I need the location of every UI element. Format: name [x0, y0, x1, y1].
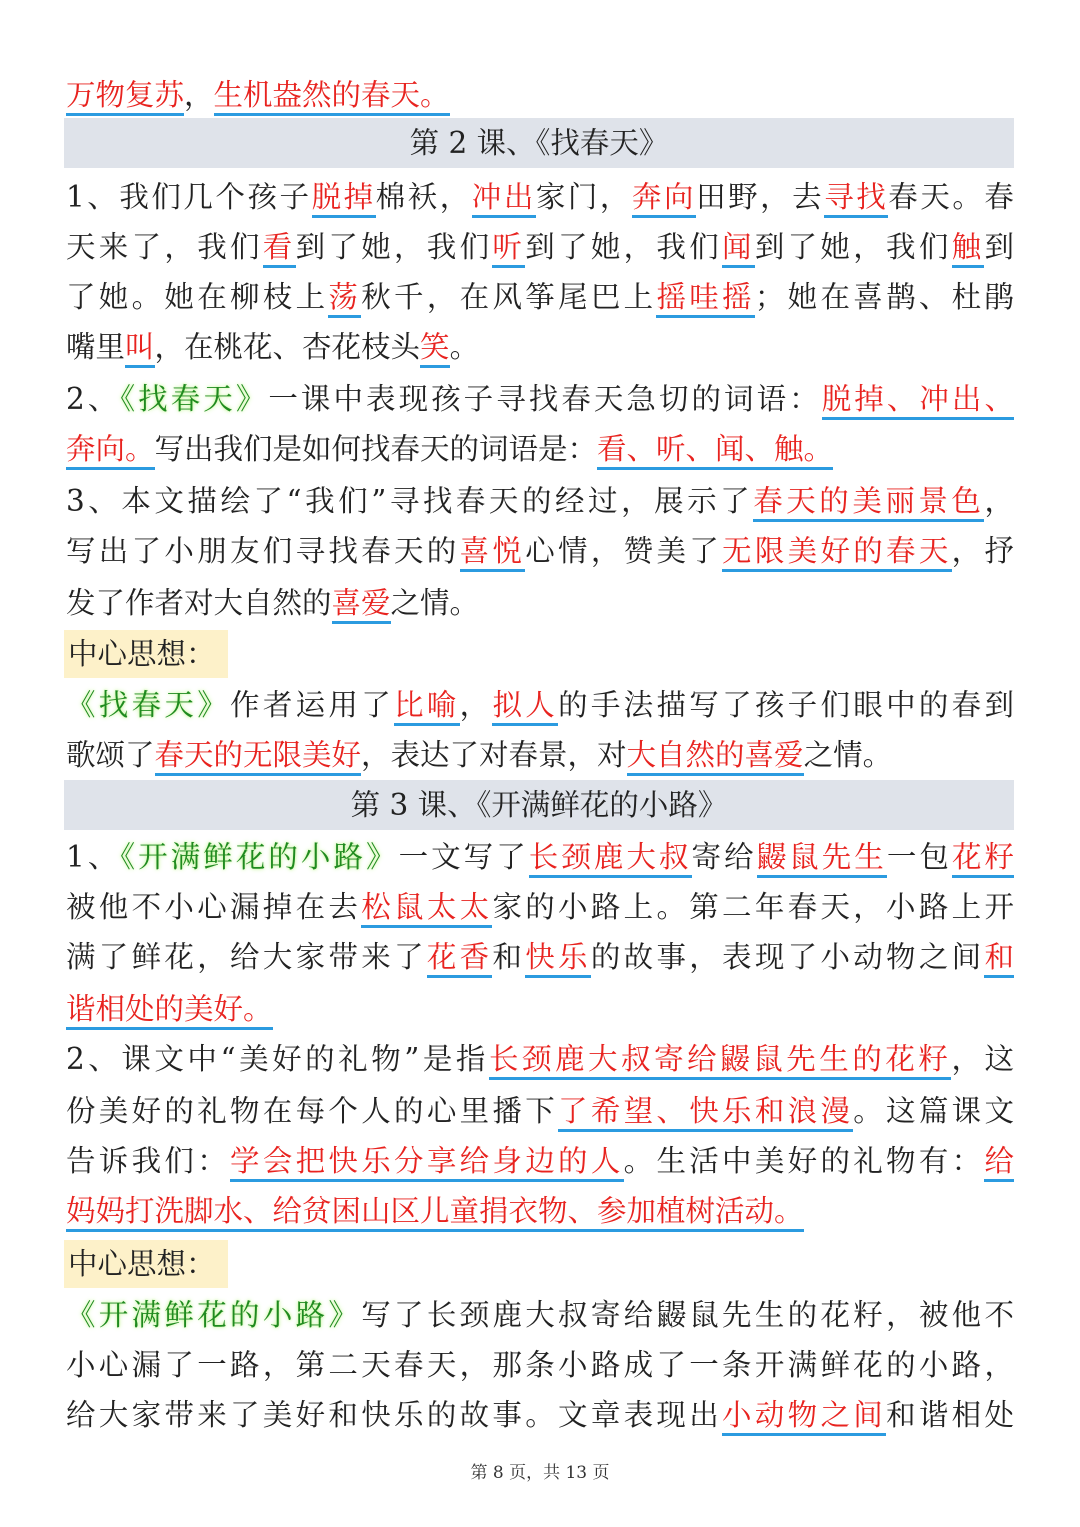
highlight: 冲出: [472, 180, 536, 218]
lesson-2-header: 第 2 课、《找春天》: [64, 118, 1014, 168]
highlight: 生机盎然的春天。: [214, 78, 450, 116]
text: 棉袄，: [375, 180, 472, 214]
highlight: 脱掉: [312, 180, 376, 218]
text: ，: [984, 484, 1014, 518]
highlight: 大自然的喜爱: [627, 738, 804, 776]
text: 家的小路上。第二年春天，小路上开: [492, 890, 1014, 924]
text: 写了长颈鹿大叔寄给鼹鼠先生的花籽，被他不: [361, 1298, 1014, 1332]
text: ，表达了对春景，对: [361, 738, 627, 772]
highlight: 触: [952, 230, 985, 268]
text: 3、本文描绘了“我们”寻找春天的经过，展示了: [66, 484, 754, 518]
text-line: [66, 1390, 1014, 1440]
highlight: 鼹鼠先生: [757, 840, 887, 878]
text: 告诉我们：: [66, 1144, 231, 1178]
page-number-footer: 第 8 页，共 13 页: [470, 1463, 610, 1483]
text: 嘴里: [66, 330, 126, 364]
text-line: [66, 374, 1014, 424]
text-line: [66, 322, 1014, 372]
highlight: 奔向。: [66, 432, 155, 470]
text-line: [66, 424, 1014, 474]
text: 春天。春: [888, 180, 1014, 214]
highlight: 花香: [427, 940, 493, 978]
text: ，: [184, 78, 214, 112]
text-line: [66, 984, 1014, 1034]
highlight: 看、听、闻、触。: [597, 432, 833, 470]
text: 被他不小心漏掉在去: [66, 890, 362, 924]
highlight: 春天的无限美好: [155, 738, 362, 776]
text-line: [66, 1186, 1014, 1236]
text: 。生活中美好的礼物有：: [623, 1144, 985, 1178]
highlight: 奔向: [632, 180, 696, 218]
highlight: 了希望、快乐和浪漫: [558, 1094, 853, 1132]
text-line: [66, 70, 1014, 120]
text: 田野，去: [696, 180, 825, 214]
highlight: 万物复苏: [66, 78, 184, 116]
text: 到了她，我们: [525, 230, 723, 264]
text-line: [66, 1290, 1014, 1340]
highlight: 笑: [420, 330, 450, 368]
text: 家门，: [535, 180, 632, 214]
text: ，在桃花、杏花枝头: [154, 330, 421, 364]
text: 1、: [66, 840, 121, 874]
text-line: [66, 526, 1014, 576]
highlight: 长颈鹿大叔寄给鼹鼠先生的花籽: [489, 1042, 952, 1080]
text: 。: [449, 330, 480, 364]
highlight: 无限美好的春天: [722, 534, 952, 572]
highlight: 和: [984, 940, 1014, 978]
text: 作者运用了: [230, 688, 395, 722]
highlight: 学会把快乐分享给身边的人: [230, 1144, 624, 1182]
highlight: 寻找: [824, 180, 888, 218]
book-title: 《开满鲜花的小路》: [120, 840, 399, 874]
highlight: 给: [984, 1144, 1014, 1182]
highlight: 看: [263, 230, 296, 268]
highlight: 闻: [722, 230, 755, 268]
highlight: 长颈鹿大叔: [529, 840, 692, 878]
highlight: 拟人: [492, 688, 558, 726]
text: 之情。: [390, 586, 480, 620]
text-line: [66, 476, 1014, 526]
book-title: 《找春天》: [66, 688, 231, 722]
text: 给大家带来了美好和快乐的故事。文章表现出: [66, 1398, 723, 1432]
lesson-3-header: 第 3 课、《开满鲜花的小路》: [64, 780, 1014, 830]
book-title: 《开满鲜花的小路》: [66, 1298, 362, 1332]
highlight: 春天的美丽景色: [753, 484, 984, 522]
text: 1、我们几个孩子: [66, 180, 312, 214]
text-line: [66, 1340, 1014, 1390]
text: 2、课文中“美好的礼物”是指: [66, 1042, 489, 1076]
text: 小心漏了一路，第二天春天，那条小路成了一条开满鲜花的小路，: [66, 1348, 1014, 1382]
text: 。这篇课文: [853, 1094, 1014, 1128]
text-line: [66, 1136, 1014, 1186]
text-line: [66, 578, 1014, 628]
text: 发了作者对大自然的: [66, 586, 332, 620]
highlight: 花籽: [952, 840, 1014, 878]
text-line: [66, 932, 1014, 982]
text: 到了她，我们: [754, 230, 952, 264]
highlight: 谐相处的美好。: [66, 992, 273, 1030]
text: 歌颂了: [66, 738, 155, 772]
highlight: 快乐: [525, 940, 591, 978]
text: ；她在喜鹊、杜鹃: [754, 280, 1014, 314]
text: 和谐相处: [886, 1398, 1014, 1432]
text-line: [66, 1086, 1014, 1136]
text: 写出我们是如何找春天的词语是：: [154, 432, 598, 466]
text-line: [66, 222, 1014, 272]
highlight: 比喻: [394, 688, 460, 726]
highlight: 摇哇摇: [656, 280, 754, 318]
text: 一文写了: [398, 840, 529, 874]
highlight: 听: [492, 230, 525, 268]
text: 天来了，我们: [66, 230, 263, 264]
text: ，抒: [951, 534, 1014, 568]
highlight: 喜爱: [332, 586, 391, 624]
text-line: [66, 730, 1014, 780]
text: ，这: [951, 1042, 1014, 1076]
text: 的故事，表现了小动物之间: [590, 940, 985, 974]
text: 秋千，在风筝尾巴上: [361, 280, 657, 314]
text: 的手法描写了孩子们眼中的春到: [558, 688, 1014, 722]
text: 份美好的礼物在每个人的心里播下: [66, 1094, 559, 1128]
book-title: 《找春天》: [120, 382, 269, 416]
text: 满了鲜花，给大家带来了: [66, 940, 427, 974]
text: 一包: [886, 840, 952, 874]
text: 写出了小朋友们寻找春天的: [66, 534, 460, 568]
highlight: 小动物之间: [722, 1398, 886, 1436]
highlight: 叫: [125, 330, 155, 368]
text: 了她。她在柳枝上: [66, 280, 329, 314]
highlight: 妈妈打洗脚水、给贫困山区儿童捐衣物、参加植树活动。: [66, 1194, 804, 1232]
text: 之情。: [803, 738, 893, 772]
text-line: [66, 680, 1014, 730]
highlight: 喜悦: [460, 534, 526, 572]
text-line: [66, 882, 1014, 932]
text-line: [66, 832, 1014, 882]
text-line: [66, 272, 1014, 322]
text-line: [66, 172, 1014, 222]
central-idea-label: 中心思想：: [64, 630, 228, 678]
text: 到了她，我们: [295, 230, 493, 264]
text: 寄给: [691, 840, 757, 874]
text: 心情，赞美了: [525, 534, 723, 568]
central-idea-label: 中心思想：: [64, 1240, 228, 1288]
highlight: 松鼠太太: [361, 890, 492, 928]
highlight: 荡: [328, 280, 361, 318]
text-line: [66, 1034, 1014, 1084]
text: ，: [459, 688, 493, 722]
text: 一课中表现孩子寻找春天急切的词语：: [268, 382, 822, 416]
text: 2、: [66, 382, 121, 416]
text: 到: [984, 230, 1014, 264]
text: 和: [492, 940, 526, 974]
highlight: 脱掉、冲出、: [822, 382, 1014, 420]
